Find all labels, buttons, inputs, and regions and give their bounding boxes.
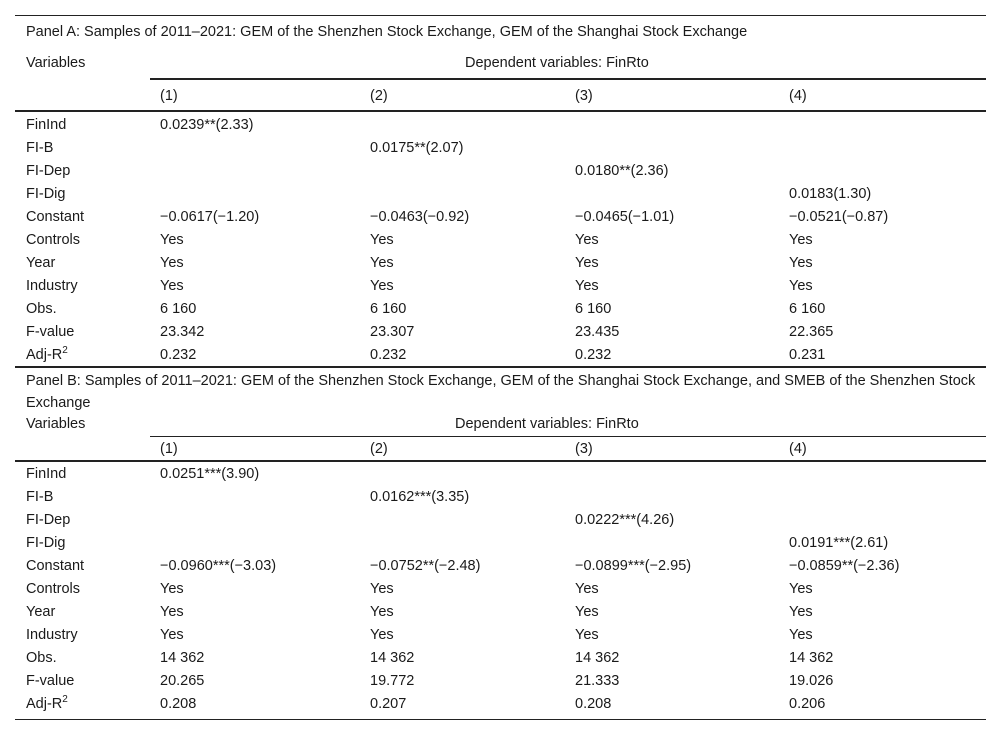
panel-separator-rule: [15, 366, 986, 368]
row-label-text: Year: [26, 255, 56, 271]
row-label-text: FinInd: [26, 466, 67, 482]
row-label-text: F-value: [26, 324, 75, 340]
table-cell: 0.208: [160, 696, 197, 712]
table-cell: 22.365: [789, 324, 834, 340]
panel-b-col-1: (1): [160, 441, 178, 457]
table-cell: Yes: [575, 604, 599, 620]
table-cell: −0.0521(−0.87): [789, 209, 889, 225]
table-cell: Yes: [575, 255, 599, 271]
row-label: [26, 231, 80, 249]
table-cell: 19.772: [370, 673, 415, 689]
table-cell: 6 160: [789, 301, 826, 317]
row-label: [26, 116, 66, 134]
row-label-text: Year: [26, 604, 56, 620]
row-label-text: FI-Dep: [26, 512, 71, 528]
row-label: [26, 511, 70, 529]
row-label: [26, 603, 55, 621]
panel-a-header-rule: [150, 78, 986, 80]
row-label: [26, 557, 84, 575]
panel-b-col-3: (3): [575, 441, 593, 457]
row-label-text: FI-Dig: [26, 535, 66, 551]
panel-a-columns-rule: [15, 110, 986, 112]
table-top-rule: [15, 15, 986, 16]
table-cell: Yes: [789, 581, 813, 597]
row-label-text: Constant: [26, 209, 85, 225]
table-cell: 23.435: [575, 324, 620, 340]
panel-b-col-2: (2): [370, 441, 388, 457]
table-cell: Yes: [789, 627, 813, 643]
table-cell: 14 362: [789, 650, 834, 666]
table-cell: −0.0463(−0.92): [370, 209, 470, 225]
row-label-text: FinInd: [26, 117, 67, 133]
table-cell: 0.0180**(2.36): [575, 163, 669, 179]
panel-b-title: Panel B: Samples of 2011–2021: GEM of the Shenzhen Stock Exchange, GEM of the Shanghai Stock Exchange, and SMEB of the Shenzhen Stock Exchange: [26, 373, 976, 411]
table-cell: 0.0239**(2.33): [160, 117, 254, 133]
row-label-text: Adj-R: [26, 347, 63, 363]
panel-b-col-4: (4): [789, 441, 807, 457]
row-label: [26, 208, 84, 226]
row-label-text: Obs.: [26, 301, 57, 317]
table-cell: Yes: [789, 604, 813, 620]
row-label-text: FI-Dig: [26, 186, 66, 202]
table-cell: Yes: [370, 581, 394, 597]
table-cell: Yes: [370, 255, 394, 271]
table-cell: Yes: [370, 604, 394, 620]
table-cell: 0.0162***(3.35): [370, 489, 470, 505]
table-cell: Yes: [789, 232, 813, 248]
row-label: [26, 534, 65, 552]
row-label-text: Adj-R: [26, 696, 63, 712]
row-label-text: FI-B: [26, 489, 54, 505]
table-cell: 0.207: [370, 696, 407, 712]
table-cell: Yes: [160, 255, 184, 271]
table-cell: −0.0465(−1.01): [575, 209, 675, 225]
row-label: [26, 300, 57, 318]
row-label: [26, 580, 80, 598]
panel-a-col-2: (2): [370, 88, 388, 104]
table-cell: 14 362: [575, 650, 620, 666]
table-cell: 6 160: [370, 301, 407, 317]
table-cell: 14 362: [160, 650, 205, 666]
table-cell: Yes: [370, 232, 394, 248]
row-label-superscript: 2: [62, 694, 68, 705]
table-cell: −0.0899***(−2.95): [575, 558, 692, 574]
table-cell: 6 160: [575, 301, 612, 317]
table-cell: Yes: [789, 278, 813, 294]
table-cell: −0.0960***(−3.03): [160, 558, 277, 574]
row-label-text: Industry: [26, 627, 78, 643]
row-label: [26, 695, 68, 713]
row-label: [26, 672, 74, 690]
table-cell: 20.265: [160, 673, 205, 689]
panel-a-col-4: (4): [789, 88, 807, 104]
row-label-text: FI-B: [26, 140, 54, 156]
row-label: [26, 465, 66, 483]
panel-a-dependent-variable: Dependent variables: FinRto: [465, 55, 649, 71]
table-cell: Yes: [789, 255, 813, 271]
row-label-text: Controls: [26, 232, 80, 248]
row-label-text: Controls: [26, 581, 80, 597]
table-cell: −0.0752**(−2.48): [370, 558, 481, 574]
row-label: [26, 626, 78, 644]
row-label: [26, 323, 74, 341]
table-cell: Yes: [160, 232, 184, 248]
table-cell: Yes: [575, 627, 599, 643]
table-bottom-rule: [15, 719, 986, 720]
row-label-text: Obs.: [26, 650, 57, 666]
row-label: [26, 488, 53, 506]
table-cell: 23.342: [160, 324, 205, 340]
table-cell: 0.0191***(2.61): [789, 535, 889, 551]
table-cell: Yes: [160, 627, 184, 643]
row-label-superscript: 2: [62, 345, 68, 356]
row-label: [26, 346, 68, 364]
table-cell: Yes: [160, 581, 184, 597]
table-cell: Yes: [160, 278, 184, 294]
row-label: [26, 649, 57, 667]
row-label-text: Industry: [26, 278, 78, 294]
table-cell: 0.232: [575, 347, 612, 363]
table-cell: 0.206: [789, 696, 826, 712]
table-cell: 14 362: [370, 650, 415, 666]
table-cell: 0.0183(1.30): [789, 186, 872, 202]
panel-a-col-1: (1): [160, 88, 178, 104]
panel-a-variables-label: Variables: [26, 55, 86, 71]
table-cell: 0.232: [370, 347, 407, 363]
table-cell: 0.0175**(2.07): [370, 140, 464, 156]
table-cell: −0.0859**(−2.36): [789, 558, 900, 574]
panel-b-columns-rule: [15, 460, 986, 462]
table-cell: Yes: [575, 232, 599, 248]
row-label: [26, 277, 78, 295]
panel-b-dependent-variable: Dependent variables: FinRto: [455, 416, 639, 432]
row-label: [26, 162, 70, 180]
row-label: [26, 254, 55, 272]
table-cell: 0.0251***(3.90): [160, 466, 260, 482]
table-cell: Yes: [575, 581, 599, 597]
table-cell: 21.333: [575, 673, 620, 689]
table-cell: 0.208: [575, 696, 612, 712]
table-cell: 19.026: [789, 673, 834, 689]
row-label: [26, 139, 53, 157]
panel-b-variables-label: Variables: [26, 416, 86, 432]
table-cell: 23.307: [370, 324, 415, 340]
table-cell: Yes: [370, 278, 394, 294]
table-cell: Yes: [575, 278, 599, 294]
table-cell: Yes: [160, 604, 184, 620]
panel-a-title: Panel A: Samples of 2011–2021: GEM of the Shenzhen Stock Exchange, GEM of the Shanghai Stock Exchange: [26, 24, 748, 40]
panel-b-header-rule: [150, 436, 986, 437]
row-label-text: F-value: [26, 673, 75, 689]
table-cell: 6 160: [160, 301, 197, 317]
table-cell: 0.231: [789, 347, 826, 363]
row-label-text: FI-Dep: [26, 163, 71, 179]
table-cell: −0.0617(−1.20): [160, 209, 260, 225]
table-cell: Yes: [370, 627, 394, 643]
panel-a-col-3: (3): [575, 88, 593, 104]
row-label-text: Constant: [26, 558, 85, 574]
table-cell: 0.0222***(4.26): [575, 512, 675, 528]
table-cell: 0.232: [160, 347, 197, 363]
row-label: [26, 185, 65, 203]
